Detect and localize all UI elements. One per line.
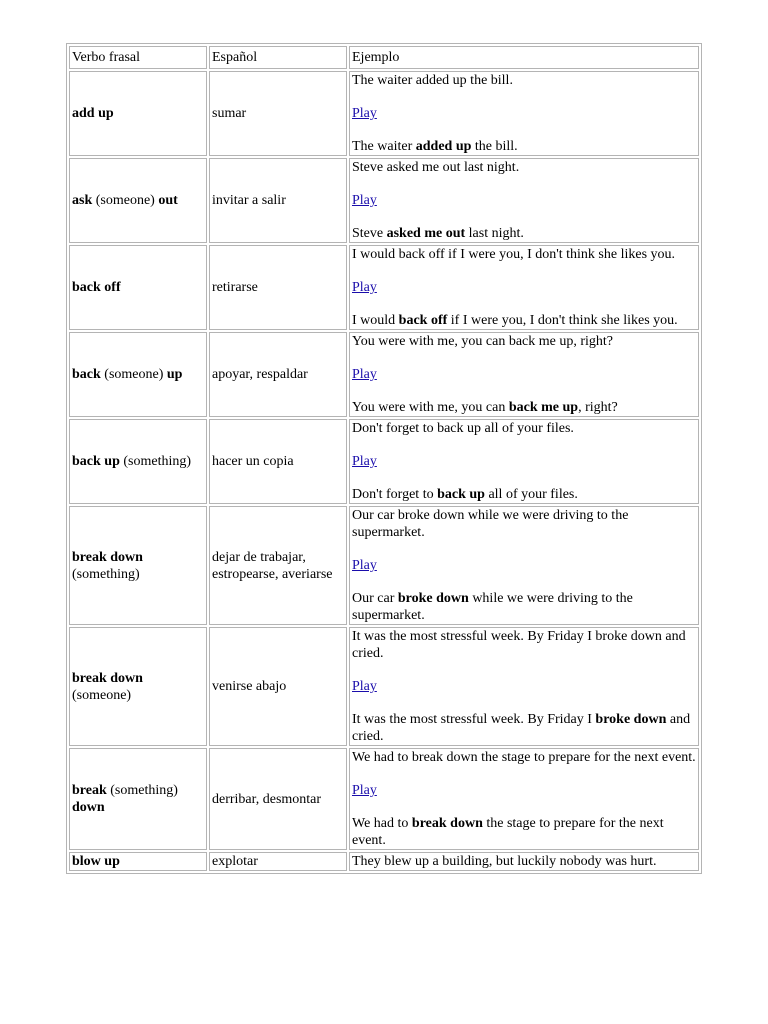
text-run: (someone) [100,367,167,382]
table-row [69,627,699,746]
example-sentence: The waiter added up the bill. [352,73,513,88]
play-link[interactable]: Play [352,783,377,798]
play-link[interactable]: Play [352,280,377,295]
bold-text: back [72,367,101,382]
example-sentence: Steve asked me out last night. [352,160,520,175]
spanish-cell: explotar [209,852,347,871]
example-sentence: I would back off if I were you, I don't think she likes you. [352,247,676,262]
example-cell [349,627,699,746]
example-sentence-highlighted [352,399,696,416]
text-run: We had to [352,816,412,831]
example-sentence-highlighted [352,486,696,503]
bold-text: break down [72,549,143,565]
header-espanol: Español [209,46,347,69]
bold-text: added up [415,139,472,154]
verb-cell [69,627,207,746]
example-sentence-highlighted [352,312,696,329]
example-sentence: You were with me, you can back me up, right? [352,334,614,349]
bold-text: back off [72,280,121,295]
example-sentence-highlighted [352,225,696,242]
example-cell [349,852,699,871]
bold-text: down [72,800,105,815]
text-run: the stage to prepare for the next event. [352,816,664,848]
text-run: all of your files. [484,487,578,502]
text-run: if I were you, I don't think she likes you. [447,313,678,328]
text-run: Don't forget to [352,487,438,502]
example-cell [349,332,699,417]
example-sentence: Our car broke down while we were driving to the supermarket. [352,508,629,540]
bold-text: ask [72,193,93,208]
example-sentence: It was the most stressful week. By Friday I broke down and cried. [352,629,686,661]
play-link[interactable]: Play [352,679,377,694]
example-sentence-highlighted [352,815,696,849]
bold-text: back up [437,487,485,502]
text-run: and cried. [352,712,691,744]
text-run: (something) [119,454,192,469]
bold-text: back me up [508,400,579,415]
table-row [69,748,699,850]
text-run: while we were driving to the supermarket. [352,591,633,623]
play-link[interactable]: Play [352,106,377,121]
bold-text: break [72,783,107,798]
header-ejemplo: Ejemplo [349,46,699,69]
example-cell [349,245,699,330]
text-run: I would [352,313,399,328]
text-run: Our car [352,591,398,606]
text-run: You were with me, you can [352,400,509,415]
spanish-cell: dejar de trabajar, estropearse, averiarse [209,506,347,625]
example-cell [349,748,699,850]
verb-cell [69,748,207,850]
text-run: last night. [465,226,524,241]
spanish-cell: hacer un copia [209,419,347,504]
example-sentence-highlighted [352,711,696,745]
table-row [69,419,699,504]
bold-text: broke down [397,591,469,606]
table-row [69,245,699,330]
text-run: Steve [352,226,387,241]
verb-cell [69,158,207,243]
text-run: (something) [106,783,178,798]
verb-cell [69,506,207,625]
play-link[interactable]: Play [352,367,377,382]
play-link[interactable]: Play [352,454,377,469]
verb-cell [69,419,207,504]
spanish-cell: venirse abajo [209,627,347,746]
example-cell [349,506,699,625]
text-run: (someone) [72,687,132,703]
spanish-cell: derribar, desmontar [209,748,347,850]
verb-cell [69,245,207,330]
play-link[interactable]: Play [352,193,377,208]
example-sentence: We had to break down the stage to prepare for the next event. [352,750,696,765]
table-row [69,71,699,156]
table-body [69,46,699,871]
example-sentence-highlighted [352,590,696,624]
example-cell [349,71,699,156]
text-run: (someone) [92,193,159,208]
example-sentence-highlighted [352,138,696,155]
spanish-cell: retirarse [209,245,347,330]
bold-text: out [158,193,178,208]
text-run: The waiter [352,139,416,154]
table-header-row [69,46,699,69]
verb-cell [69,71,207,156]
example-cell [349,158,699,243]
example-sentence: Don't forget to back up all of your files. [352,421,574,436]
text-run: (something) [72,566,140,582]
bold-text: back up [72,454,120,469]
table-row [69,332,699,417]
table-row [69,852,699,871]
text-run: the bill. [471,139,518,154]
header-verbo-frasal: Verbo frasal [69,46,207,69]
bold-text: asked me out [386,226,466,241]
spanish-cell: sumar [209,71,347,156]
bold-text: add up [72,106,114,121]
verb-cell [69,852,207,871]
bold-text: back off [398,313,448,328]
bold-text: break down [411,816,483,831]
bold-text: broke down [595,712,667,727]
example-cell [349,419,699,504]
text-run: , right? [578,400,618,415]
bold-text: blow up [72,854,120,869]
phrasal-verbs-table [66,43,702,874]
spanish-cell: invitar a salir [209,158,347,243]
bold-text: break down [72,670,143,686]
spanish-cell: apoyar, respaldar [209,332,347,417]
text-run: It was the most stressful week. By Friday I [352,712,596,727]
bold-text: up [166,367,183,382]
table-row [69,158,699,243]
table-row [69,506,699,625]
verb-cell [69,332,207,417]
example-sentence: They blew up a building, but luckily nobody was hurt. [352,854,657,869]
play-link[interactable]: Play [352,558,377,573]
